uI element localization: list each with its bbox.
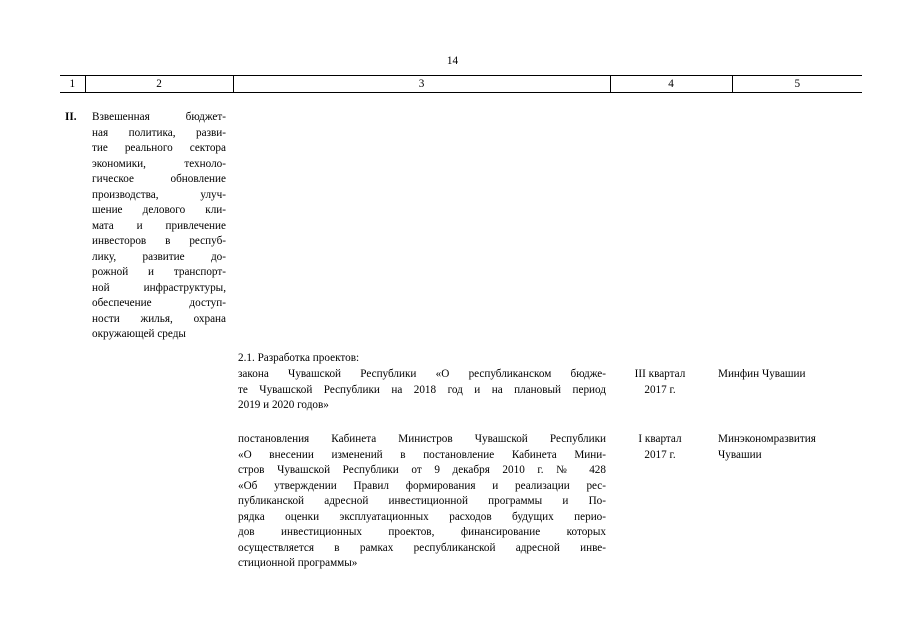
row-2-line: дов инвестиционных проектов, финансирование которых xyxy=(238,526,606,538)
column-number-3: 3 xyxy=(233,76,610,93)
column-number-1: 1 xyxy=(60,76,85,93)
row-2-line: рядка оценки эксплуатационных расходов будущих перио- xyxy=(238,510,606,523)
section-title-line: шение делового кли- xyxy=(92,204,226,216)
section-title-line: лику, развитие до- xyxy=(92,250,226,263)
row-2-line: публиканской адресной инвестиционной программы и По- xyxy=(238,495,606,507)
row-2-responsible-line: Минэкономразвития xyxy=(718,433,816,445)
section-title-line: производства, улуч- xyxy=(92,188,226,201)
section-number: II. xyxy=(65,111,77,123)
column-number-2: 2 xyxy=(85,76,233,93)
section-title-line: ной инфраструктуры, xyxy=(92,281,226,294)
row-1-line: закона Чувашской Республики «О республиканском бюдже- xyxy=(238,368,606,380)
column-number-5: 5 xyxy=(732,76,862,93)
row-2-line: «О внесении изменений в постановление Кабинета Мини- xyxy=(238,448,606,461)
row-1-responsible-line: Минфин Чувашии xyxy=(718,368,806,380)
row-1-responsible xyxy=(718,367,858,383)
section-title-line: гическое обновление xyxy=(92,173,226,185)
row-2-description xyxy=(238,432,606,572)
section-title-line: экономики, техноло- xyxy=(92,157,226,170)
row-1-deadline-year: 2017 г. xyxy=(644,383,676,396)
row-1-deadline-quarter: III квартал xyxy=(634,368,686,380)
row-2-line: стиционной программы» xyxy=(238,557,358,569)
section-title-line: рожной и транспорт- xyxy=(92,266,226,278)
section-title-line: инвесторов в респуб- xyxy=(92,235,226,247)
row-2-line: осуществляется в рамках республиканской адресной инве- xyxy=(238,541,606,554)
row-2-deadline-year: 2017 г. xyxy=(644,448,676,461)
section-title-line: мата и привлечение xyxy=(92,219,226,232)
row-2-line: «Об утверждении Правил формирования и реализации рес- xyxy=(238,479,606,492)
section-title-line: Взвешенная бюджет- xyxy=(92,111,226,123)
row-2-responsible-line: Чувашии xyxy=(718,448,762,461)
page-number: 14 xyxy=(446,55,459,67)
column-number-4: 4 xyxy=(610,76,732,93)
row-1-deadline xyxy=(622,367,698,398)
row-2-line: стров Чувашской Республики от 9 декабря 2010 г. № 428 xyxy=(238,464,606,476)
row-1-line: 2019 и 2020 годов» xyxy=(238,399,329,411)
section-title-line: ности жилья, охрана xyxy=(92,312,226,325)
row-2-line: постановления Кабинета Министров Чувашской Республики xyxy=(238,433,606,445)
row-2-deadline-quarter: I квартал xyxy=(638,433,682,445)
section-title-line: окружающей среды xyxy=(92,328,186,340)
row-2-responsible xyxy=(718,432,858,463)
column-header-row xyxy=(60,75,862,93)
section-title-line: тие реального сектора xyxy=(92,142,226,154)
row-2-deadline xyxy=(622,432,698,463)
section-title-line: обеспечение доступ- xyxy=(92,297,226,309)
row-1-line: те Чувашской Республики на 2018 год и на плановый период xyxy=(238,383,606,396)
item-heading: 2.1. Разработка проектов: xyxy=(238,352,360,364)
row-1-description xyxy=(238,367,606,414)
section-title xyxy=(92,110,226,343)
section-title-line: ная политика, разви- xyxy=(92,126,226,139)
